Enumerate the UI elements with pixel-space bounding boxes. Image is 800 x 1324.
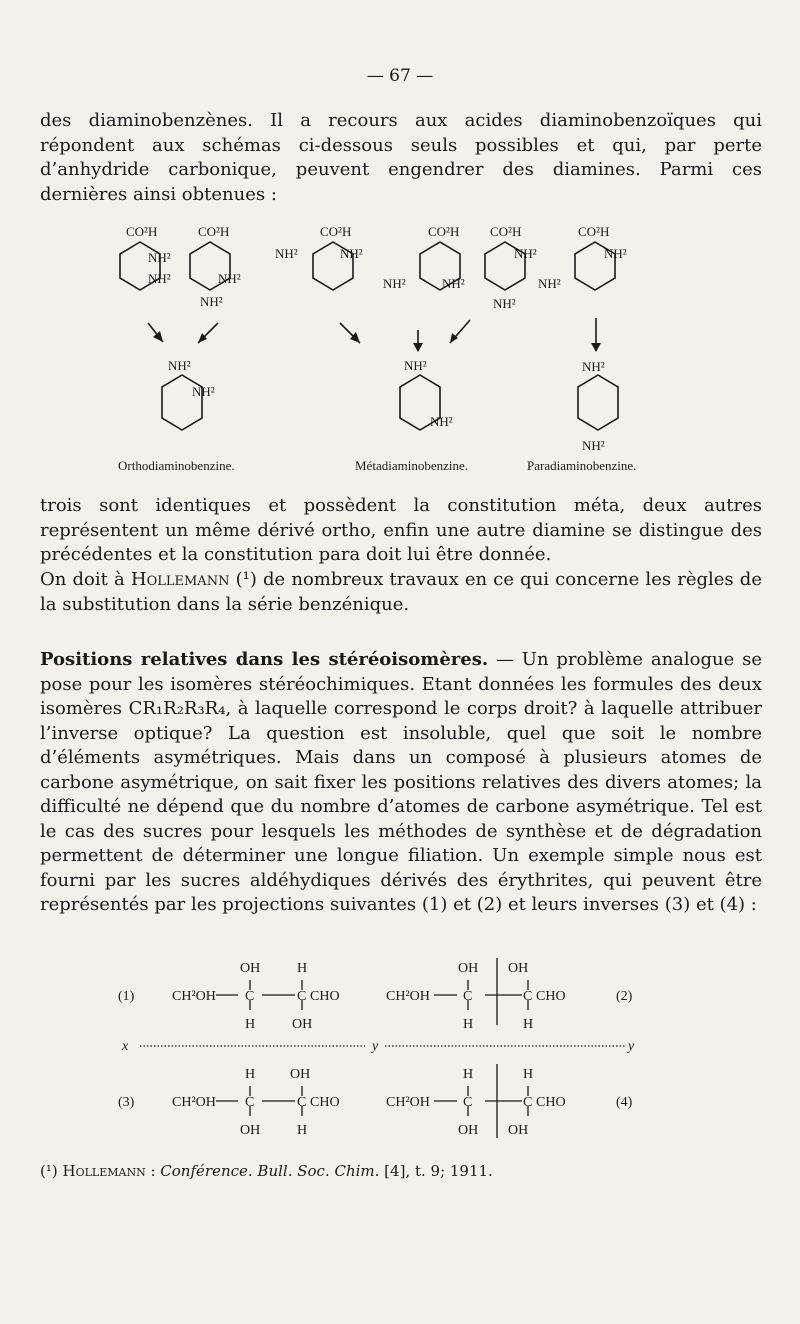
svg-text:OH: OH	[240, 961, 261, 976]
svg-text:C: C	[245, 989, 255, 1004]
paragraph-intro: des diaminobenzènes. Il a recours aux acides diaminobenzoïques qui répondent aux schémas ci-dessous seuls possibles et qui, par perte d’anhydride carbonique, peuvent engendrer des diamines. Parmi ces dernières ainsi obtenues :	[40, 110, 762, 205]
paragraph-identity: trois sont identiques et possèdent la constitution méta, deux autres représentent un même dérivé ortho, enfin une autre diamine se distingue des précédentes et la constitution para doit lui être donnée.	[40, 495, 762, 565]
svg-text:H: H	[297, 961, 308, 976]
co2h-label: CO²H	[126, 224, 158, 239]
section-heading: Positions relatives dans les stéréoisomères.	[40, 649, 489, 670]
svg-text:y: y	[372, 1039, 379, 1054]
nh2-label: NH²	[538, 276, 561, 291]
svg-text:H: H	[245, 1067, 256, 1082]
svg-text:OH: OH	[292, 1017, 313, 1032]
label-3: (3)	[118, 1095, 135, 1110]
label-2: (2)	[616, 989, 633, 1004]
co2h-label: CO²H	[320, 224, 352, 239]
formula: CR₁R₂R₃R₄	[128, 698, 226, 719]
svg-text:C: C	[297, 1095, 307, 1110]
page-number: — 67 —	[366, 66, 434, 86]
svg-text:OH: OH	[290, 1067, 311, 1082]
nh2-label: NH²	[218, 271, 241, 286]
svg-text:C: C	[463, 1095, 473, 1110]
fischer-projections	[0, 950, 800, 1160]
svg-text:CH²OH: CH²OH	[386, 1095, 430, 1110]
nh2-label: NH²	[442, 276, 465, 291]
co2h-label: CO²H	[198, 224, 230, 239]
nh2-label: NH²	[514, 246, 537, 261]
nh2-label: NH²	[148, 250, 171, 265]
nh2-label: NH²	[340, 246, 363, 261]
caption-ortho: Orthodiaminobenzine.	[118, 458, 235, 473]
svg-text:CHO: CHO	[310, 1095, 340, 1110]
nh2-label: NH²	[404, 358, 427, 373]
nh2-label: NH²	[493, 296, 516, 311]
footnote-title: Conférence. Bull. Soc. Chim.	[160, 1162, 380, 1180]
svg-text:OH: OH	[240, 1123, 261, 1138]
svg-text:H: H	[523, 1017, 534, 1032]
paragraph-hollemann: On doit à Hollemann (¹) de nombreux travaux en ce qui concerne les règles de la substitution dans la série benzénique.	[40, 569, 762, 615]
footnote-author: Hollemann	[62, 1162, 146, 1180]
co2h-label: CO²H	[428, 224, 460, 239]
svg-text:CH²OH: CH²OH	[172, 1095, 216, 1110]
svg-text:H: H	[523, 1067, 534, 1082]
svg-text:CHO: CHO	[536, 1095, 566, 1110]
svg-text:C: C	[297, 989, 307, 1004]
svg-text:H: H	[463, 1017, 474, 1032]
footnote-ref: (¹)	[235, 569, 257, 590]
diaminobenzoic-acids-figure	[0, 0, 800, 480]
svg-text:C: C	[523, 989, 533, 1004]
benzene-ring	[578, 375, 618, 430]
caption-para: Paradiaminobenzine.	[527, 458, 637, 473]
co2h-label: CO²H	[490, 224, 522, 239]
svg-text:H: H	[463, 1067, 474, 1082]
svg-text:H: H	[297, 1123, 308, 1138]
nh2-label: NH²	[430, 414, 453, 429]
nh2-label: NH²	[604, 246, 627, 261]
svg-text:H: H	[245, 1017, 256, 1032]
label-1: (1)	[118, 989, 135, 1004]
nh2-label: NH²	[275, 246, 298, 261]
paragraph-stereo: Positions relatives dans les stéréoisomères. — Un problème analogue se pose pour les isomères stéréochimiques. Etant données les formules des deux isomères CR₁R₂R₃R₄, à laquelle correspond le corps droit? à laquelle attribuer l’inverse optique? La question est insoluble, quel que soit le nombre d’éléments asymétriques. Mais dans un composé à plusieurs atomes de carbone asymétrique, on sait fixer les positions relatives des divers atomes; la difficulté ne dépend que du nombre d’atomes de carbone asymétrique. Tel est le cas des sucres pour lesquels les méthodes de synthèse et de dégradation permettent de déterminer une longue filiation. Un exemple simple nous est fourni par les sucres aldéhydiques dérivés des érythrites, qui peuvent être représentés par les projections suivantes (1) et (2) et leurs inverses (3) et (4) :	[40, 649, 763, 915]
nh2-label: NH²	[582, 359, 605, 374]
svg-text:C: C	[523, 1095, 533, 1110]
nh2-label: NH²	[192, 384, 215, 399]
svg-text:CH²OH: CH²OH	[386, 989, 430, 1004]
svg-text:CHO: CHO	[310, 989, 340, 1004]
svg-text:OH: OH	[508, 1123, 529, 1138]
footnote: (¹) Hollemann : Conférence. Bull. Soc. Chim. [4], t. 9; 1911.	[40, 1162, 493, 1180]
svg-text:CH²OH: CH²OH	[172, 989, 216, 1004]
svg-text:C: C	[463, 989, 473, 1004]
nh2-label: NH²	[168, 358, 191, 373]
nh2-label: NH²	[582, 438, 605, 453]
svg-text:C: C	[245, 1095, 255, 1110]
caption-meta: Métadiaminobenzine.	[355, 458, 468, 473]
svg-text:OH: OH	[508, 961, 529, 976]
svg-text:x: x	[122, 1039, 129, 1054]
co2h-label: CO²H	[578, 224, 610, 239]
svg-text:y: y	[628, 1039, 635, 1054]
label-4: (4)	[616, 1095, 633, 1110]
svg-text:OH: OH	[458, 1123, 479, 1138]
nh2-label: NH²	[148, 271, 171, 286]
svg-text:CHO: CHO	[536, 989, 566, 1004]
nh2-label: NH²	[200, 294, 223, 309]
nh2-label: NH²	[383, 276, 406, 291]
author-name: Hollemann	[130, 569, 230, 590]
svg-text:OH: OH	[458, 961, 479, 976]
